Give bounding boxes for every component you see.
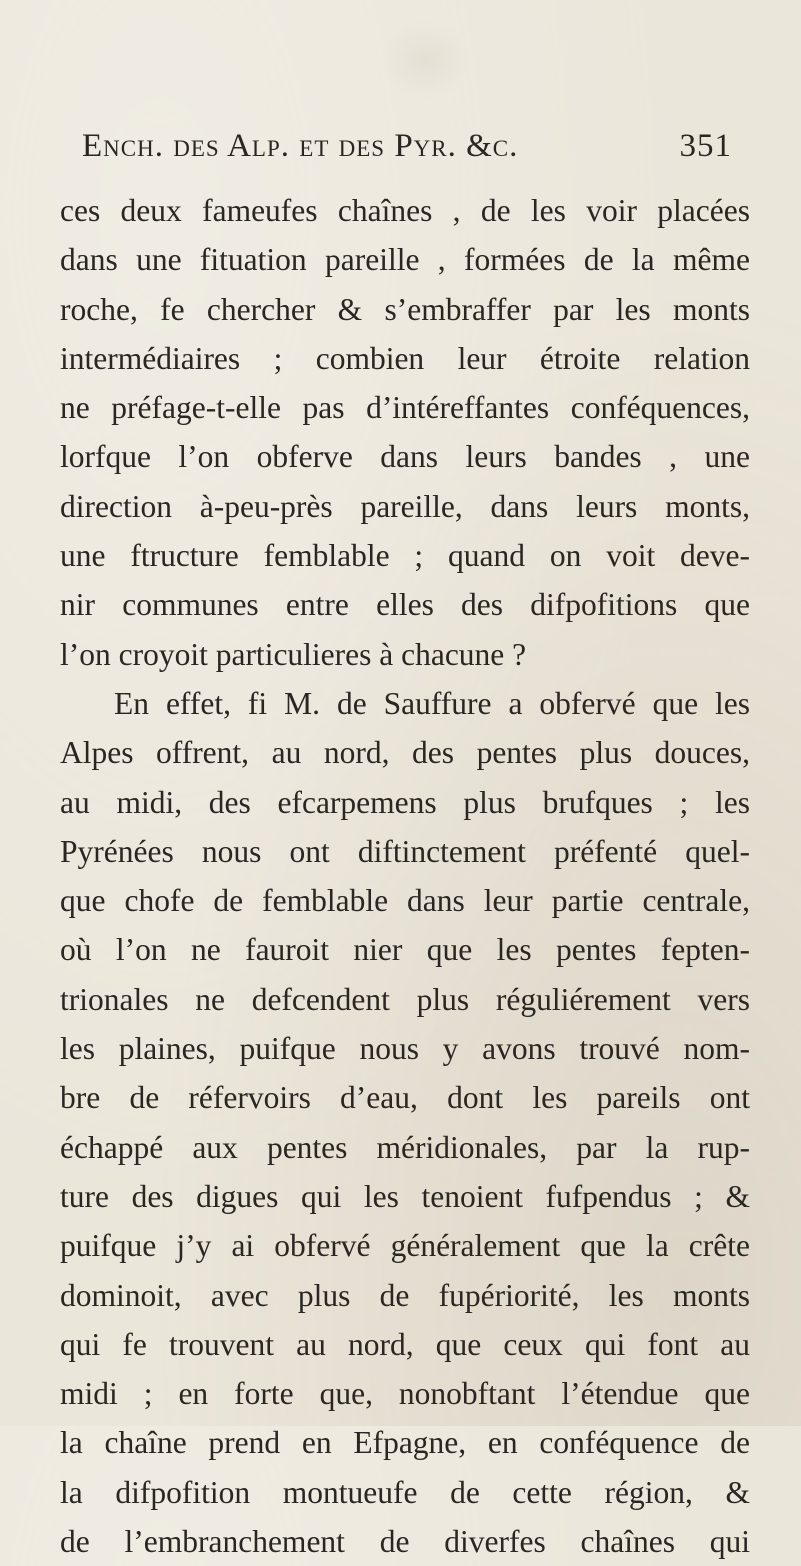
- text-line: Pyrénées nous ont diftinctement préfenté quel-: [60, 833, 750, 869]
- body-text: [60, 186, 750, 1566]
- text-line: échappé aux pentes méridionales, par la rup-: [60, 1129, 750, 1165]
- text-line: direction à-peu-près pareille, dans leurs monts,: [60, 488, 750, 524]
- running-header: [82, 128, 732, 178]
- text-line: bre de réfervoirs d’eau, dont les pareils ont: [60, 1080, 750, 1116]
- text-line: la difpofition montueufe de cette région, &: [60, 1474, 750, 1510]
- text-line: où l’on ne fauroit nier que les pentes fepten-: [60, 932, 750, 968]
- page-number: 351: [679, 128, 732, 164]
- text-line: l’on croyoit particulieres à chacune ?: [60, 636, 527, 672]
- text-line: En effet, fi M. de Sauffure a obfervé que les: [114, 685, 750, 721]
- text-line: midi ; en forte que, nonobftant l’étendue que: [60, 1376, 750, 1412]
- text-line: les plaines, puifque nous y avons trouvé nom-: [60, 1031, 750, 1067]
- text-line: au midi, des efcarpemens plus brufques ; les: [60, 784, 750, 820]
- text-line: intermédiaires ; combien leur étroite relation: [60, 340, 750, 376]
- text-line: roche, fe chercher & s’embraffer par les monts: [60, 291, 750, 327]
- text-line: dans une fituation pareille , formées de la même: [60, 242, 750, 278]
- text-line: lorfque l’on obferve dans leurs bandes , une: [60, 439, 750, 475]
- running-title: Encн. des Alp. et des Pyr. &c.: [82, 128, 519, 164]
- text-line: puifque j’y ai obfervé généralement que la crête: [60, 1228, 750, 1264]
- text-line: la chaîne prend en Efpagne, en conféquence de: [60, 1425, 750, 1461]
- text-line: une ftructure femblable ; quand on voit deve-: [60, 538, 750, 574]
- paper-stain: [380, 20, 470, 100]
- text-line: nir communes entre elles des difpofitions que: [60, 587, 750, 623]
- text-line: ne préfage-t-elle pas d’intéreffantes conféquences,: [60, 390, 750, 426]
- text-line: Alpes offrent, au nord, des pentes plus douces,: [60, 735, 750, 771]
- text-line: de l’embranchement de diverfes chaînes qui: [60, 1524, 750, 1560]
- text-line: qui fe trouvent au nord, que ceux qui font au: [60, 1326, 750, 1362]
- text-line: ture des digues qui les tenoient fufpendus ; &: [60, 1178, 750, 1214]
- text-line: que chofe de femblable dans leur partie centrale,: [60, 883, 750, 919]
- text-line: dominoit, avec plus de fupériorité, les monts: [60, 1277, 750, 1313]
- text-line: trionales ne defcendent plus réguliérement vers: [60, 981, 750, 1017]
- text-line: ces deux fameufes chaînes , de les voir placées: [60, 193, 750, 228]
